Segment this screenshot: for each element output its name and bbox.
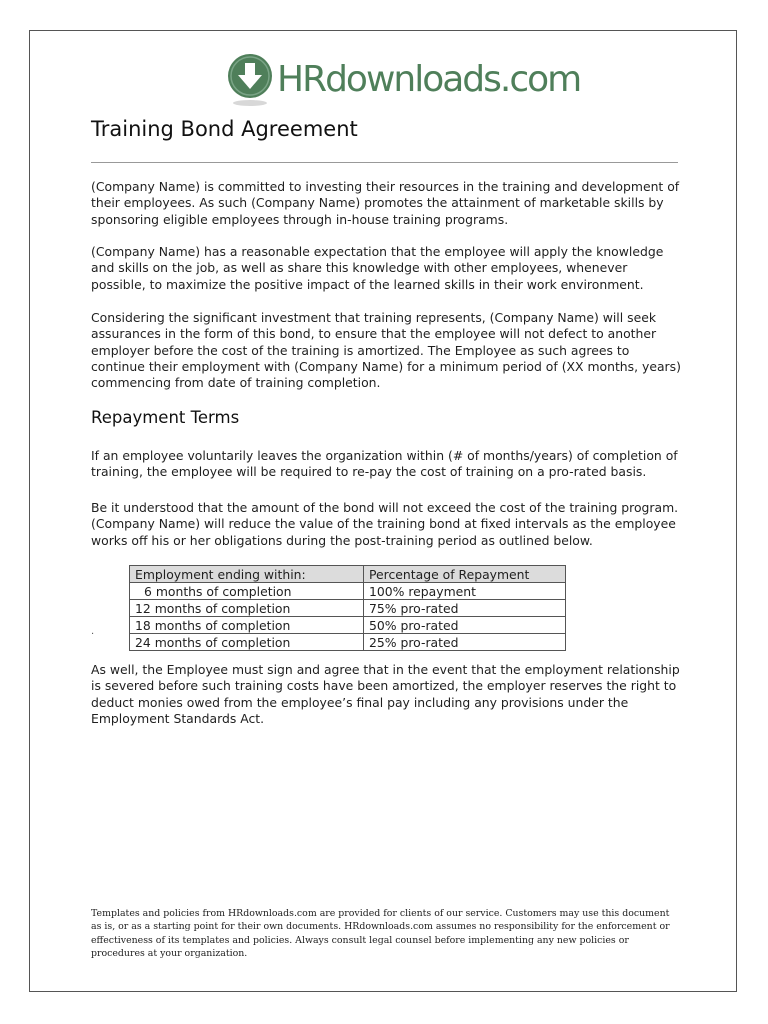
table-row [130,600,566,617]
table-row [130,617,566,634]
table-cell: 75% pro-rated [364,600,566,617]
table-cell: 100% repayment [364,583,566,600]
title-divider [91,162,678,163]
table-row [130,583,566,600]
table-cell: 25% pro-rated [364,634,566,651]
section-heading-repayment: Repayment Terms [91,408,240,427]
table-header-cell: Employment ending within: [130,566,364,583]
table-cell: 50% pro-rated [364,617,566,634]
table-header-row [130,566,566,583]
footer-disclaimer: Templates and policies from HRdownloads.com are provided for clients of our service. Customers may use this document as is, or as a starting point for their own documents. HRdownloads.com assumes no responsibility for the enforcement or effectiveness of its templates and policies. Always consult legal counsel before implementing any new policies or procedures at your organization. [91,908,670,960]
table-row [130,634,566,651]
repayment-table [129,565,566,651]
table-cell: 18 months of completion [130,617,364,634]
download-arrow-circle-icon [225,53,275,107]
table-header-cell: Percentage of Repayment [364,566,566,583]
stray-mark: · [91,629,95,640]
bond-value-paragraph: Be it understood that the amount of the bond will not exceed the cost of the training program. (Company Name) will reduce the value of the training bond at fixed intervals as the employee works off his or her obligations during the post-training period as outlined below. [91,500,679,548]
expectation-paragraph: (Company Name) has a reasonable expectation that the employee will apply the knowledge and skills on the job, as well as share this knowledge with other employees, whenever possible, to maximize the positive impact of the learned skills in their work environment. [91,244,664,292]
repayment-paragraph: If an employee voluntarily leaves the organization within (# of months/years) of completion of training, the employee will be required to re-pay the cost of training on a pro-rated basis. [91,448,678,480]
intro-paragraph: (Company Name) is committed to investing their resources in the training and development of their employees. As such (Company Name) promotes the attainment of marketable skills by sponsoring eligible employees through in-house training programs. [91,179,680,227]
table-cell: 12 months of completion [130,600,364,617]
table-cell: 24 months of completion [130,634,364,651]
bond-paragraph: Considering the significant investment that training represents, (Company Name) will seek assurances in the form of this bond, to ensure that the employee will not defect to another employer before the cost of the training is amortized. The Employee as such agrees to continue their employment with (Company Name) for a minimum period of (XX months, years) commencing from date of training completion. [91,310,681,391]
closing-paragraph: As well, the Employee must sign and agree that in the event that the employment relationship is severed before such training costs have been amortized, the employer reserves the right to deduct monies owed from the employee’s final pay including any provisions under the Employment Standards Act. [91,662,680,726]
table-cell: 6 months of completion [130,583,364,600]
document-page [29,30,737,992]
brand-logo [225,52,580,108]
logo-wordmark: HRdownloads.com [277,59,581,100]
page-title: Training Bond Agreement [91,117,358,141]
